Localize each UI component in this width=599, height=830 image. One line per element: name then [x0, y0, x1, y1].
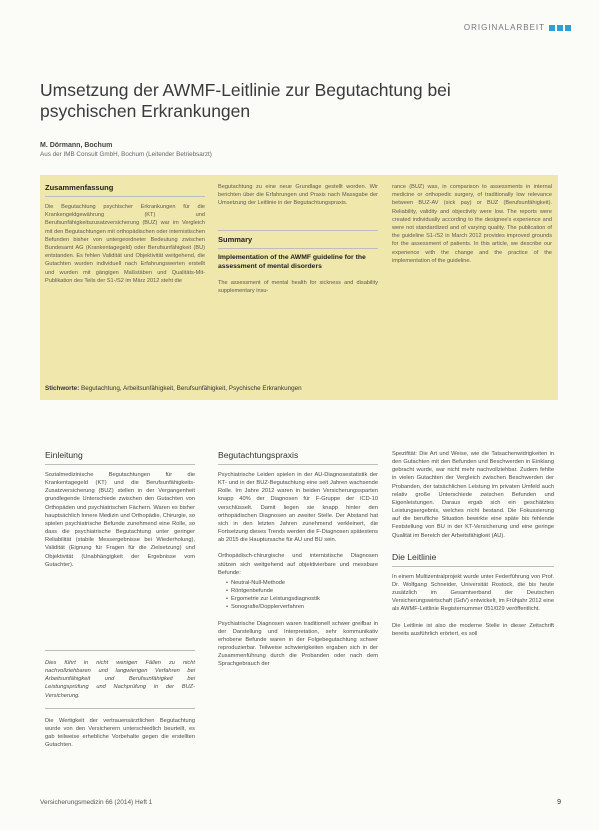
text-leitlinie-2: Die Leitlinie ist also die moderne Stelle in dieser Zeitschrift bereits ausführlich erörtert, es soll	[392, 622, 554, 637]
keywords: Stichworte: Begutachtung, Arbeitsunfähigkeit, Berufsunfähigkeit, Psychische Erkrankungen	[45, 385, 302, 392]
list-item: • Röntgenbefunde	[226, 587, 378, 595]
list-item: • Sonografie/Dopplerverfahren	[226, 603, 378, 611]
author: M. Dörmann, Bochum	[40, 142, 113, 149]
article-title: Umsetzung der AWMF-Leitlinie zur Begutachtung bei psychischen Erkrankungen	[40, 80, 451, 121]
section-squares-icon	[549, 25, 571, 31]
body-col-2	[218, 450, 378, 668]
bullet-list	[218, 579, 378, 612]
body-col-1	[45, 450, 195, 569]
divider	[218, 464, 378, 465]
summary-heading-en: Summary	[218, 234, 253, 244]
text-leitlinie-1: In einem Multizentralprojekt wurde unter Federführung von Prof. Dr. Wolfgang Schneider, Universität Rostock, die bis heute zusätzlich im Gesamtverband der Deutschen Versicherungswirtschaft (GdV) entwickelt, im Frühjahr 2012 eine als AWMF-Leitlinie Registernummer 051/029 veröffentlicht.	[392, 573, 554, 613]
summary-col-3	[392, 183, 552, 265]
summary-text-en-cont: rance (BUZ) was, in comparison to assessments in internal medicine or orthopedic surgery, of traditionally low relevance between BUZ-AV (sick pay) or BUZ (Berufsunfähigkeit). Reliability, validity and objectivity were low. The reports were created individually according to the designee's experience and were not standardized and of varying quality. The publication of the guideline S1-/S2 in March 2012 provides improved grounds for the assessment of patients. In this article, we describe our experience with the change and the practice of the implementation of the guideline.	[392, 184, 552, 264]
list-item: • Ergometrie zur Leistungsdiagnostik	[226, 595, 378, 603]
summary-text-de-cont: Begutachtung zu eine neue Grundlage gestellt worden. Wir berichten über die Erfahrungen und Praxis nach Massgabe der Umsetzung der Leitlinie in der Begutachtungspraxis.	[218, 184, 378, 207]
info-text-1: Dies führt in nicht wenigen Fällen zu nicht nachvollziehbaren und langwierigen Verfahren bei Arbeitsunfähigkeit und Berufsunfähigkeit bei Leistungsprüfung und Nachprüfung in der BUZ-Versicherung.	[45, 660, 195, 699]
heading-einleitung: Einleitung	[45, 450, 83, 460]
heading-leitlinie: Die Leitlinie	[392, 551, 437, 562]
text-praxis-3: Psychiatrische Diagnosen waren traditionell schwer greifbar in der Darstellung und Interpretation, sehr kommunikativ erhobene Befunde waren in der Folgebegutachtung schwer reproduzierbar. Teilweise schwierigkeiten ergaben sich in der Zusammenführung durch die Probanden oder nach dem Sprachgebrauch der	[218, 620, 378, 668]
affiliation: Aus der IMB Consult GmbH, Bochum (Leitender Betriebsarzt)	[40, 151, 212, 158]
summary-text-en: The assessment of mental health for sickness and disability supplementary insu-	[218, 279, 378, 294]
body-col-3	[392, 450, 554, 638]
heading-praxis: Begutachtungspraxis	[218, 450, 299, 460]
text-praxis-2: Orthopädisch-chirurgische und internistische Diagnosen stützen sich weitgehend auf objektivierbare und messbare Befunde:	[218, 553, 378, 576]
divider	[218, 248, 378, 249]
list-item: • Neutral-Null-Methode	[226, 579, 378, 587]
divider	[45, 464, 195, 465]
text-einleitung: Sozialmedizinische Begutachtungen für die Krankentagegeld (KT) und die Berufsunfähigkeits-Zusatzversicherung (BUZ) stellen in der Vergangenheit grundlegende Unterschiede zwischen den Gutachten von Orthopäden und psychiatrischen Fächern. Waren es bisher hauptsächlich Innere Medizin und Orthopädie, Chirurgie, so spielen psychiatrische Befunde zunehmend eine Rolle, so dass die psychiatrische Begutachtung unter geringer Reliabilität (stabile Messergebnisse bei Wiederholung), Validität (Eignung für Fragen für die Zielsetzung) und Objektivität (Unabhängigkeit der Ergebnisse vom Gutachter).	[45, 472, 195, 568]
summary-col-2	[218, 183, 378, 295]
text-col3-top: Spezifität: Die Art und Weise, wie die Tatsachenwidrigkeiten in den Gutachten mit den Befunden und Beschwerden in Einklang gebracht wurde, war nicht mehr nachvollziehbar. Zudem fehlte in vielen Gutachten der Vergleich zwischen Beschwerden der Probanden, der tatsächlichen Leistung im privaten Umfeld auch relativ große Unterschiede zwischen Befunden und Eigenleistungen. Daraus ergab sich ein geschätztes Leistungsergebnis, welches nicht bestand. Die Fokussierung auf die berufliche Situation bewirkte eine späte bis fehlende Feststellung von BU in der KT-Versicherung und eine geringe Qualität im Bereich der Arbeitsfähigkeit (AU).	[392, 451, 554, 539]
section-label: ORIGINALARBEIT	[464, 23, 571, 32]
summary-text-de: Die Begutachtung psychischer Erkrankungen für die Krankengeldgewährung (KT) und Berufsunfähigkeitszusatzversicherung (BUZ) war im Vergleich mit den Begutachtungen mit orthopädischen oder internistischen Befunden bisher von untergeordneter Bedeutung zwischen Bundesamt AG (Krankentagegeld) oder Berufsunfähigkeit (BU) entstanden. Es fehlen Validität und Objektivität weitgehend, die Gutachten wurden individuell nach Erfahrungswerten erstellt und wurden mit gängigen Maßstäben und Qualitäts-Mit-Publikation des Teils der S1-/S2 im März 2012 steht die	[45, 204, 205, 284]
page-number: 9	[557, 799, 561, 806]
divider	[392, 566, 554, 567]
text-praxis-1: Psychiatrische Leiden spielen in der AU-Diagnosestatistik der KT- und in der BUZ-Begutachtung eine seit Jahren wachsende Rolle. Im Jahre 2012 waren in beiden Versicherungssparten knapp 40% der Diagnosen für F-Gruppe der ICD-10 verschlüsselt. Damit liegen sie knapp hinter den orthopädischen Diagnosen an zweiter Stelle. Der Abstand hat sich in den letzten Jahren zunehmend verkleinert, die Fortsetzung dieses Trends werden die F-Diagnosen spätestens ab 2015 die Hauptursache für AU und BU sein.	[218, 472, 378, 544]
info-box	[45, 650, 195, 749]
summary-col-1	[45, 183, 205, 285]
info-text-2: Die Wertigkeit der vertrauensärztlichen Begutachtung wurde von den Versicherern unterschiedlich beurteilt, es gab teilweise erhebliche Vorbehalte gegen die erstellten Gutachten.	[45, 717, 195, 749]
divider	[45, 708, 195, 709]
divider	[45, 196, 205, 197]
summary-title-en: Implementation of the AWMF guideline for the assessment of mental disorders	[218, 253, 366, 270]
divider	[218, 230, 378, 231]
journal-footer: Versicherungsmedizin 66 (2014) Heft 1	[40, 799, 153, 806]
summary-heading-de: Zusammenfassung	[45, 183, 114, 192]
